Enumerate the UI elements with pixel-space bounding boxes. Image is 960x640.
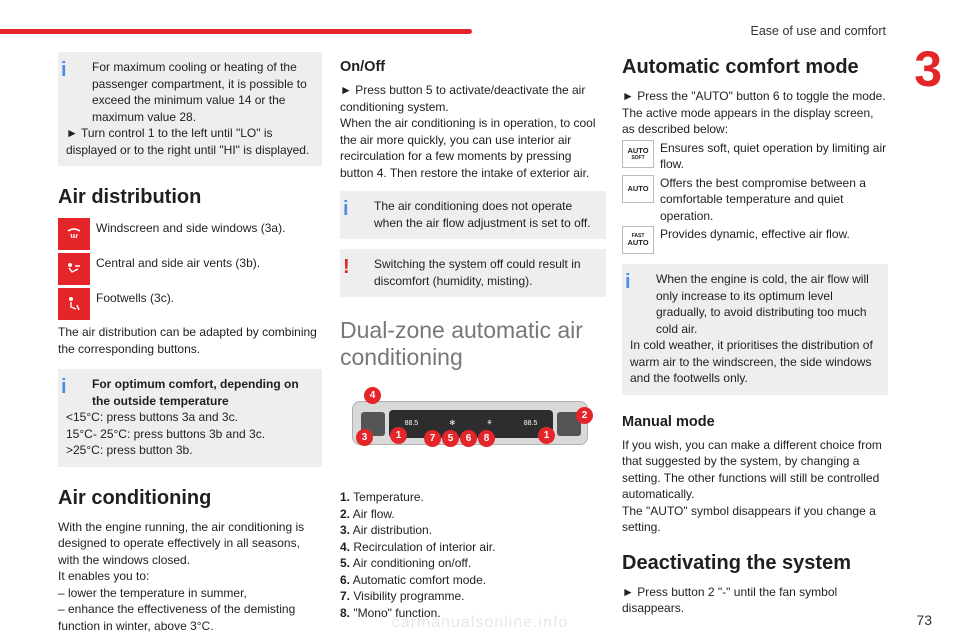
control-panel-diagram [340,385,606,477]
footwells-icon [58,288,90,320]
header-accent-bar [0,29,472,34]
right-display-value: 88.5 [523,419,538,427]
page-number: 73 [916,612,932,628]
warning-icon: ! [343,256,350,278]
comfort-note [58,369,322,467]
column-3 [622,52,888,617]
callout-5: 5 [442,430,459,447]
callout-1: 1 [390,427,407,444]
distribution-label: Central and side air vents (3b). [96,256,261,270]
distribution-item [58,288,322,320]
body-text: If you wish, you can make a different choice from that suggested by the system, by changing a setting. The other functions will still be controlled automatically. [622,437,882,501]
column-2 [340,52,606,621]
legend-item: 5. Air conditioning on/off. [340,556,472,570]
body-text: When the air conditioning is in operation, to cool the air more quickly, you can use interior air recirculation for a few moments by pressing button 4. Then restore the intake of exterior air. [340,116,596,180]
note-text: The air conditioning does not operate when the air flow adjustment is set to off. [374,199,591,230]
callout-1: 1 [538,427,555,444]
heading-manual-mode: Manual mode [622,413,715,430]
heading-on-off: On/Off [340,59,386,75]
info-icon: i [343,198,349,220]
body-text: ► Press the "AUTO" button 6 to toggle the mode. [622,89,886,103]
mode-item [622,226,888,254]
legend-item: 6. Automatic comfort mode. [340,572,487,587]
callout-3: 3 [356,429,373,446]
body-text: It enables you to: [58,569,150,583]
body-text: With the engine running, the air conditioning is designed to operate effectively in all seasons, with the windows closed. [58,519,305,567]
auto-fast-icon: FAST AUTO [622,226,654,254]
body-text: The air distribution can be adapted by combining the corresponding buttons. [58,325,317,356]
info-note [622,264,888,395]
distribution-label: Footwells (3c). [96,291,175,305]
note-text: <15°C: press buttons 3a and 3c. [66,410,238,424]
mode-description: Provides dynamic, effective air flow. [660,227,850,241]
legend-item: 3. Air distribution. [340,523,433,537]
column-1 [58,52,322,634]
note-heading: For optimum comfort, depending on the outside temperature [92,377,299,408]
body-text: – lower the temperature in summer, [58,585,247,600]
mode-description: Ensures soft, quiet operation by limiting air flow. [660,140,887,171]
body-text: The "AUTO" symbol disappears if you change a setting. [622,503,876,534]
note-text: When the engine is cold, the air flow will only increase to its optimum level gradually, to avoid distributing too much cold air. [656,272,869,336]
callout-4: 4 [364,387,381,404]
mode-item [622,140,888,173]
note-text: Switching the system off could result in discomfort (humidity, misting). [374,257,581,288]
left-display-value: 88.5 [404,419,419,427]
callout-7: 7 [424,430,441,447]
legend-item: 1. Temperature. [340,490,424,504]
info-icon: i [61,376,67,398]
body-text: – enhance the effectiveness of the demisting function in winter, above 3°C. [58,602,296,633]
distribution-label: Windscreen and side windows (3a). [96,221,286,235]
watermark: carmanualsonline.info [391,614,569,631]
airflow-icon: ⚘ [486,419,493,427]
callout-6: 6 [460,430,477,447]
section-title: Ease of use and comfort [750,24,886,38]
body-text: ► Press button 2 "-" until the fan symbol disappears. [622,584,838,615]
heading-air-conditioning: Air conditioning [58,486,212,509]
callout-2: 2 [576,407,593,424]
chapter-number: 3 [914,41,942,97]
heading-air-distribution: Air distribution [58,186,202,208]
callout-8: 8 [478,430,495,447]
note-text: 15°C- 25°C: press buttons 3b and 3c. [66,426,266,441]
mode-item [622,175,888,225]
legend-list [340,489,606,621]
info-icon: i [61,59,67,81]
info-note [340,191,606,239]
warning-note [340,249,606,297]
fan-icon: ✻ [449,419,456,427]
heading-automatic-comfort: Automatic comfort mode [622,56,859,78]
note-text: For maximum cooling or heating of the passenger compartment, it is possible to exceed the minimum value 14 or the maximum value 28. [92,60,307,124]
note-text: >25°C: press button 3b. [66,443,193,457]
heading-deactivating: Deactivating the system [622,551,851,574]
body-text: The active mode appears in the display screen, as described below: [622,105,874,136]
note-text: In cold weather, it prioritises the distribution of warm air to the windscreen, the side windows and the footwells only. [630,338,873,385]
heading-dual-zone: Dual-zone automatic air conditioning [340,317,583,370]
legend-item: 8. "Mono" function. [340,605,441,620]
note-text: ► Turn control 1 to the left until "LO" is displayed or to the right until "HI" is displayed. [66,126,310,157]
legend-item: 2. Air flow. [340,506,395,521]
distribution-item [58,253,322,285]
distribution-item [58,218,322,250]
auto-icon: AUTO [622,175,654,203]
body-text: ► Press button 5 to activate/deactivate the air conditioning system. [340,83,586,114]
legend-item: 4. Recirculation of interior air. [340,539,496,554]
legend-item: 7. Visibility programme. [340,589,465,603]
central-vents-icon [58,253,90,285]
info-icon: i [625,271,631,293]
info-note [58,52,322,166]
auto-soft-icon: AUTO SOFT [622,140,654,168]
windscreen-icon [58,218,90,250]
mode-description: Offers the best compromise between a comfortable temperature and quiet operation. [660,175,866,223]
